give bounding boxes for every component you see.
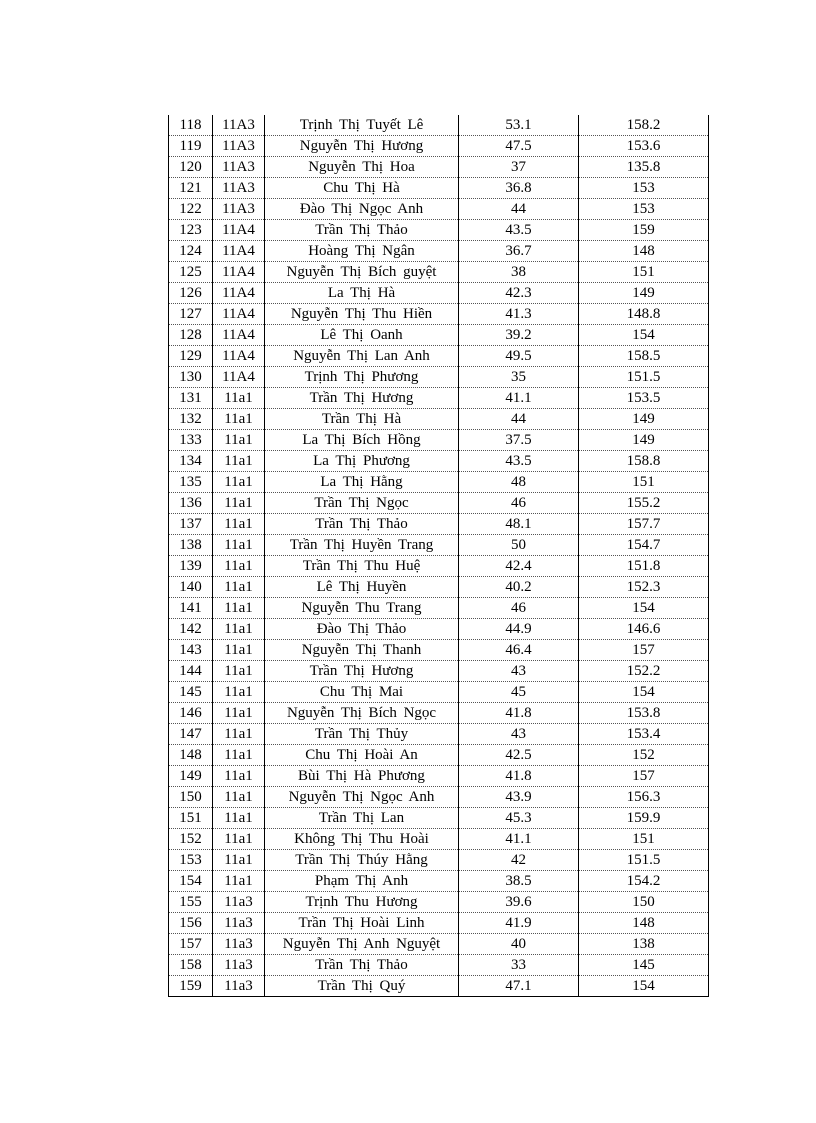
height-cell: 151 — [579, 829, 709, 850]
table-row — [169, 724, 709, 745]
weight-cell: 48.1 — [459, 514, 579, 535]
height-cell: 159 — [579, 220, 709, 241]
weight-cell: 35 — [459, 367, 579, 388]
class-cell: 11a1 — [213, 577, 265, 598]
student-name-cell: Hoàng Thị Ngân — [265, 241, 459, 262]
class-cell: 11a1 — [213, 409, 265, 430]
student-name-cell: Trần Thị Huyền Trang — [265, 535, 459, 556]
height-cell: 151.5 — [579, 367, 709, 388]
row-number-cell: 120 — [169, 157, 213, 178]
table-row — [169, 220, 709, 241]
row-number-cell: 121 — [169, 178, 213, 199]
row-number-cell: 123 — [169, 220, 213, 241]
table-row — [169, 493, 709, 514]
weight-cell: 43 — [459, 661, 579, 682]
table-row — [169, 451, 709, 472]
row-number-cell: 154 — [169, 871, 213, 892]
height-cell: 153 — [579, 199, 709, 220]
row-number-cell: 132 — [169, 409, 213, 430]
row-number-cell: 147 — [169, 724, 213, 745]
class-cell: 11a1 — [213, 871, 265, 892]
table-row — [169, 787, 709, 808]
height-cell: 154 — [579, 325, 709, 346]
height-cell: 158.2 — [579, 115, 709, 136]
height-cell: 138 — [579, 934, 709, 955]
height-cell: 146.6 — [579, 619, 709, 640]
height-cell: 151 — [579, 262, 709, 283]
weight-cell: 40 — [459, 934, 579, 955]
table-row — [169, 388, 709, 409]
class-cell: 11A3 — [213, 115, 265, 136]
table-row — [169, 346, 709, 367]
class-cell: 11a1 — [213, 745, 265, 766]
height-cell: 154.7 — [579, 535, 709, 556]
row-number-cell: 146 — [169, 703, 213, 724]
class-cell: 11A3 — [213, 157, 265, 178]
student-name-cell: Trịnh Thị Phương — [265, 367, 459, 388]
class-cell: 11a1 — [213, 682, 265, 703]
student-name-cell: Bùi Thị Hà Phương — [265, 766, 459, 787]
table-row — [169, 661, 709, 682]
class-cell: 11A4 — [213, 367, 265, 388]
table-row — [169, 325, 709, 346]
height-cell: 153 — [579, 178, 709, 199]
row-number-cell: 143 — [169, 640, 213, 661]
height-cell: 153.5 — [579, 388, 709, 409]
height-cell: 158.5 — [579, 346, 709, 367]
row-number-cell: 134 — [169, 451, 213, 472]
weight-cell: 44 — [459, 409, 579, 430]
row-number-cell: 133 — [169, 430, 213, 451]
weight-cell: 42.3 — [459, 283, 579, 304]
class-cell: 11a1 — [213, 808, 265, 829]
height-cell: 157 — [579, 640, 709, 661]
class-cell: 11a3 — [213, 976, 265, 997]
weight-cell: 42 — [459, 850, 579, 871]
class-cell: 11A4 — [213, 346, 265, 367]
weight-cell: 41.8 — [459, 766, 579, 787]
class-cell: 11A3 — [213, 136, 265, 157]
table-row — [169, 703, 709, 724]
table-row — [169, 640, 709, 661]
row-number-cell: 148 — [169, 745, 213, 766]
student-name-cell: Trịnh Thu Hương — [265, 892, 459, 913]
height-cell: 149 — [579, 430, 709, 451]
row-number-cell: 156 — [169, 913, 213, 934]
student-name-cell: La Thị Hà — [265, 283, 459, 304]
height-cell: 156.3 — [579, 787, 709, 808]
table-row — [169, 157, 709, 178]
table-row — [169, 598, 709, 619]
table-body — [169, 115, 709, 997]
student-name-cell: Trần Thị Ngọc — [265, 493, 459, 514]
class-cell: 11a1 — [213, 598, 265, 619]
student-name-cell: Trần Thị Thảo — [265, 955, 459, 976]
weight-cell: 39.2 — [459, 325, 579, 346]
row-number-cell: 149 — [169, 766, 213, 787]
student-name-cell: Trần Thị Thủy — [265, 724, 459, 745]
height-cell: 149 — [579, 283, 709, 304]
height-cell: 158.8 — [579, 451, 709, 472]
table-row — [169, 262, 709, 283]
height-cell: 150 — [579, 892, 709, 913]
table-row — [169, 304, 709, 325]
weight-cell: 41.9 — [459, 913, 579, 934]
student-name-cell: La Thị Hằng — [265, 472, 459, 493]
class-cell: 11A4 — [213, 262, 265, 283]
height-cell: 149 — [579, 409, 709, 430]
row-number-cell: 150 — [169, 787, 213, 808]
weight-cell: 43.9 — [459, 787, 579, 808]
weight-cell: 47.1 — [459, 976, 579, 997]
height-cell: 145 — [579, 955, 709, 976]
height-cell: 152.3 — [579, 577, 709, 598]
height-cell: 154.2 — [579, 871, 709, 892]
student-measurement-table — [168, 115, 709, 997]
student-name-cell: Nguyễn Thu Trang — [265, 598, 459, 619]
row-number-cell: 157 — [169, 934, 213, 955]
table-row — [169, 430, 709, 451]
student-name-cell: Trần Thị Hương — [265, 661, 459, 682]
class-cell: 11A4 — [213, 325, 265, 346]
row-number-cell: 135 — [169, 472, 213, 493]
weight-cell: 41.1 — [459, 388, 579, 409]
height-cell: 148.8 — [579, 304, 709, 325]
row-number-cell: 136 — [169, 493, 213, 514]
weight-cell: 36.8 — [459, 178, 579, 199]
weight-cell: 38 — [459, 262, 579, 283]
class-cell: 11a1 — [213, 535, 265, 556]
weight-cell: 45 — [459, 682, 579, 703]
height-cell: 151.8 — [579, 556, 709, 577]
class-cell: 11a1 — [213, 724, 265, 745]
height-cell: 153.6 — [579, 136, 709, 157]
student-name-cell: Không Thị Thu Hoài — [265, 829, 459, 850]
weight-cell: 46 — [459, 598, 579, 619]
weight-cell: 37.5 — [459, 430, 579, 451]
table-row — [169, 136, 709, 157]
table-row — [169, 829, 709, 850]
class-cell: 11A4 — [213, 241, 265, 262]
table-row — [169, 367, 709, 388]
row-number-cell: 141 — [169, 598, 213, 619]
student-name-cell: Trần Thị Quý — [265, 976, 459, 997]
class-cell: 11A4 — [213, 283, 265, 304]
row-number-cell: 139 — [169, 556, 213, 577]
row-number-cell: 155 — [169, 892, 213, 913]
height-cell: 152 — [579, 745, 709, 766]
weight-cell: 37 — [459, 157, 579, 178]
table-row — [169, 115, 709, 136]
height-cell: 135.8 — [579, 157, 709, 178]
row-number-cell: 158 — [169, 955, 213, 976]
row-number-cell: 119 — [169, 136, 213, 157]
class-cell: 11a1 — [213, 430, 265, 451]
table-row — [169, 241, 709, 262]
table-row — [169, 976, 709, 997]
weight-cell: 53.1 — [459, 115, 579, 136]
weight-cell: 42.5 — [459, 745, 579, 766]
height-cell: 151 — [579, 472, 709, 493]
table-row — [169, 745, 709, 766]
weight-cell: 49.5 — [459, 346, 579, 367]
student-name-cell: Nguyễn Thị Thanh — [265, 640, 459, 661]
class-cell: 11A3 — [213, 199, 265, 220]
height-cell: 157.7 — [579, 514, 709, 535]
table-row — [169, 850, 709, 871]
class-cell: 11a3 — [213, 955, 265, 976]
weight-cell: 44 — [459, 199, 579, 220]
weight-cell: 41.1 — [459, 829, 579, 850]
row-number-cell: 122 — [169, 199, 213, 220]
weight-cell: 50 — [459, 535, 579, 556]
student-name-cell: Nguyễn Thị Hương — [265, 136, 459, 157]
student-name-cell: Trần Thị Thu Huệ — [265, 556, 459, 577]
row-number-cell: 137 — [169, 514, 213, 535]
row-number-cell: 153 — [169, 850, 213, 871]
class-cell: 11a3 — [213, 934, 265, 955]
student-name-cell: La Thị Phương — [265, 451, 459, 472]
class-cell: 11a1 — [213, 661, 265, 682]
class-cell: 11a1 — [213, 451, 265, 472]
height-cell: 155.2 — [579, 493, 709, 514]
student-name-cell: Nguyễn Thị Bích guyệt — [265, 262, 459, 283]
height-cell: 148 — [579, 913, 709, 934]
student-name-cell: Trịnh Thị Tuyết Lê — [265, 115, 459, 136]
row-number-cell: 130 — [169, 367, 213, 388]
student-name-cell: Trần Thị Thảo — [265, 514, 459, 535]
class-cell: 11a1 — [213, 829, 265, 850]
table-row — [169, 577, 709, 598]
weight-cell: 41.8 — [459, 703, 579, 724]
table-row — [169, 766, 709, 787]
row-number-cell: 142 — [169, 619, 213, 640]
student-name-cell: La Thị Bích Hồng — [265, 430, 459, 451]
row-number-cell: 140 — [169, 577, 213, 598]
class-cell: 11a3 — [213, 892, 265, 913]
student-name-cell: Trần Thị Thúy Hằng — [265, 850, 459, 871]
table-row — [169, 535, 709, 556]
class-cell: 11a1 — [213, 619, 265, 640]
table-row — [169, 199, 709, 220]
height-cell: 153.4 — [579, 724, 709, 745]
student-name-cell: Đào Thị Ngọc Anh — [265, 199, 459, 220]
row-number-cell: 128 — [169, 325, 213, 346]
weight-cell: 47.5 — [459, 136, 579, 157]
class-cell: 11A3 — [213, 178, 265, 199]
class-cell: 11a1 — [213, 640, 265, 661]
row-number-cell: 144 — [169, 661, 213, 682]
class-cell: 11a1 — [213, 556, 265, 577]
weight-cell: 45.3 — [459, 808, 579, 829]
student-name-cell: Đào Thị Thảo — [265, 619, 459, 640]
student-name-cell: Nguyễn Thị Lan Anh — [265, 346, 459, 367]
row-number-cell: 125 — [169, 262, 213, 283]
student-name-cell: Nguyễn Thị Hoa — [265, 157, 459, 178]
class-cell: 11a1 — [213, 850, 265, 871]
student-name-cell: Nguyễn Thị Thu Hiền — [265, 304, 459, 325]
row-number-cell: 138 — [169, 535, 213, 556]
table-row — [169, 934, 709, 955]
table-row — [169, 514, 709, 535]
weight-cell: 44.9 — [459, 619, 579, 640]
student-name-cell: Nguyễn Thị Bích Ngọc — [265, 703, 459, 724]
table-row — [169, 178, 709, 199]
height-cell: 148 — [579, 241, 709, 262]
weight-cell: 43.5 — [459, 220, 579, 241]
student-name-cell: Chu Thị Mai — [265, 682, 459, 703]
student-name-cell: Trần Thị Hà — [265, 409, 459, 430]
student-name-cell: Chu Thị Hoài An — [265, 745, 459, 766]
table-row — [169, 472, 709, 493]
table-row — [169, 619, 709, 640]
weight-cell: 40.2 — [459, 577, 579, 598]
height-cell: 157 — [579, 766, 709, 787]
row-number-cell: 151 — [169, 808, 213, 829]
student-name-cell: Trần Thị Lan — [265, 808, 459, 829]
table-row — [169, 871, 709, 892]
class-cell: 11a1 — [213, 766, 265, 787]
class-cell: 11a1 — [213, 703, 265, 724]
weight-cell: 48 — [459, 472, 579, 493]
class-cell: 11a1 — [213, 514, 265, 535]
class-cell: 11a3 — [213, 913, 265, 934]
row-number-cell: 159 — [169, 976, 213, 997]
row-number-cell: 145 — [169, 682, 213, 703]
student-name-cell: Trần Thị Hoài Linh — [265, 913, 459, 934]
weight-cell: 33 — [459, 955, 579, 976]
student-name-cell: Nguyễn Thị Anh Nguyệt — [265, 934, 459, 955]
table-row — [169, 892, 709, 913]
class-cell: 11a1 — [213, 472, 265, 493]
table-row — [169, 556, 709, 577]
student-name-cell: Lê Thị Oanh — [265, 325, 459, 346]
student-name-cell: Lê Thị Huyền — [265, 577, 459, 598]
height-cell: 154 — [579, 598, 709, 619]
table-row — [169, 283, 709, 304]
height-cell: 159.9 — [579, 808, 709, 829]
class-cell: 11A4 — [213, 304, 265, 325]
height-cell: 152.2 — [579, 661, 709, 682]
student-name-cell: Trần Thị Hương — [265, 388, 459, 409]
weight-cell: 39.6 — [459, 892, 579, 913]
row-number-cell: 124 — [169, 241, 213, 262]
row-number-cell: 118 — [169, 115, 213, 136]
row-number-cell: 131 — [169, 388, 213, 409]
table-row — [169, 955, 709, 976]
weight-cell: 36.7 — [459, 241, 579, 262]
height-cell: 151.5 — [579, 850, 709, 871]
weight-cell: 38.5 — [459, 871, 579, 892]
class-cell: 11a1 — [213, 388, 265, 409]
weight-cell: 43 — [459, 724, 579, 745]
row-number-cell: 126 — [169, 283, 213, 304]
student-name-cell: Nguyễn Thị Ngọc Anh — [265, 787, 459, 808]
row-number-cell: 129 — [169, 346, 213, 367]
class-cell: 11A4 — [213, 220, 265, 241]
table-row — [169, 808, 709, 829]
row-number-cell: 152 — [169, 829, 213, 850]
table-row — [169, 409, 709, 430]
weight-cell: 43.5 — [459, 451, 579, 472]
weight-cell: 42.4 — [459, 556, 579, 577]
class-cell: 11a1 — [213, 787, 265, 808]
row-number-cell: 127 — [169, 304, 213, 325]
weight-cell: 46 — [459, 493, 579, 514]
table-row — [169, 682, 709, 703]
student-name-cell: Phạm Thị Anh — [265, 871, 459, 892]
weight-cell: 41.3 — [459, 304, 579, 325]
height-cell: 154 — [579, 682, 709, 703]
student-name-cell: Chu Thị Hà — [265, 178, 459, 199]
class-cell: 11a1 — [213, 493, 265, 514]
weight-cell: 46.4 — [459, 640, 579, 661]
student-name-cell: Trần Thị Thảo — [265, 220, 459, 241]
height-cell: 153.8 — [579, 703, 709, 724]
table-row — [169, 913, 709, 934]
height-cell: 154 — [579, 976, 709, 997]
